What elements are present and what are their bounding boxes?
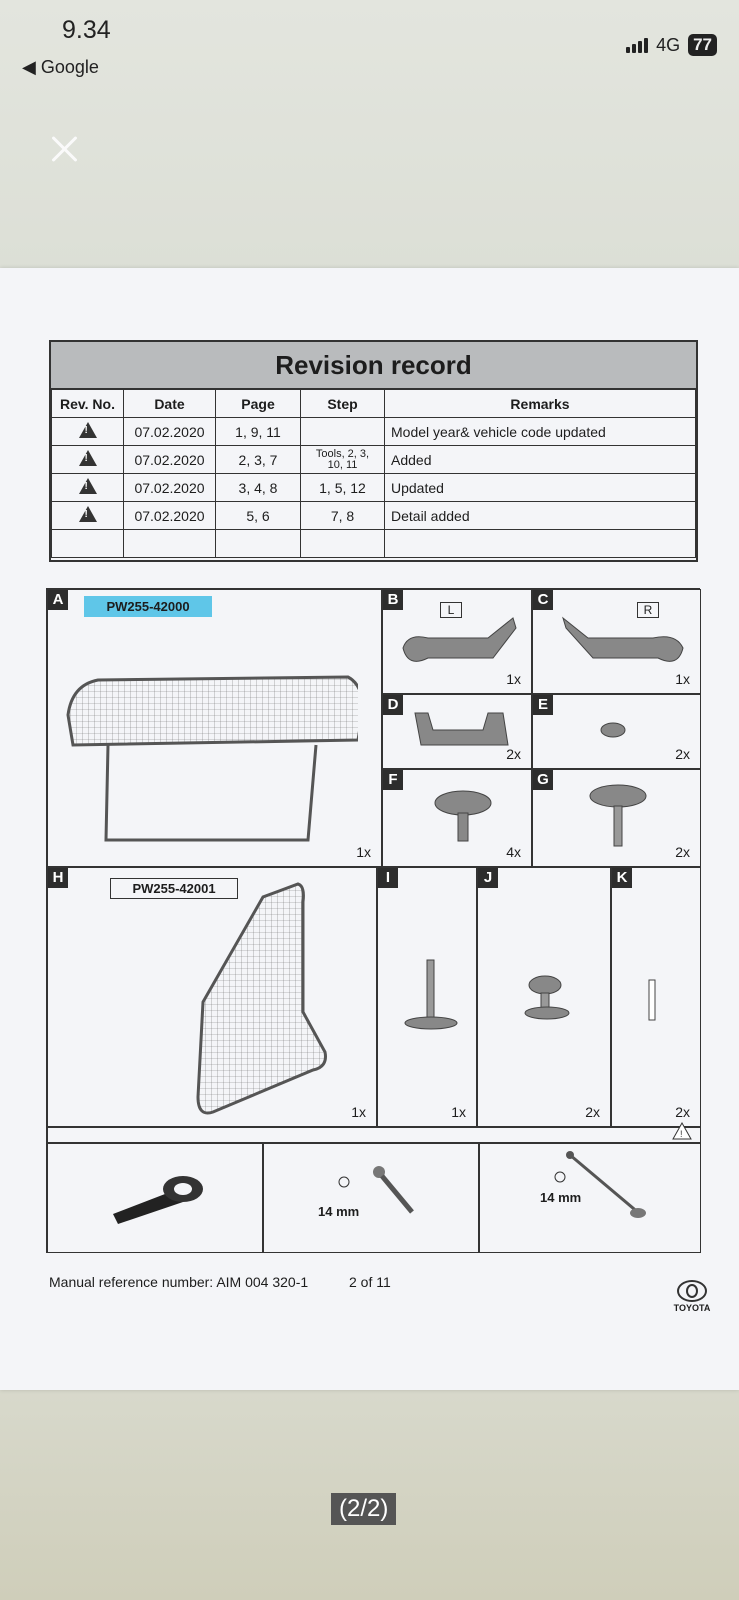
wrench-tool-cell: [263, 1143, 479, 1253]
socket-tool-cell: [479, 1143, 701, 1253]
warning-triangle-icon: [79, 478, 97, 494]
warning-triangle-icon: [79, 450, 97, 466]
part-qty: 2x: [675, 1104, 690, 1120]
brand-text: TOYOTA: [673, 1303, 711, 1313]
back-to-app-link[interactable]: ◀ Google: [22, 57, 99, 77]
back-app-label: Google: [40, 57, 99, 77]
part-label: F: [383, 770, 403, 790]
row-step: Tools, 2, 3, 10, 11: [301, 446, 385, 474]
status-indicators: [626, 34, 717, 56]
row-remarks: Updated: [385, 474, 696, 502]
table-header-row: [52, 390, 696, 418]
washer-image: [598, 720, 628, 740]
part-label: H: [48, 868, 68, 888]
part-label: J: [478, 868, 498, 888]
part-qty: 4x: [506, 844, 521, 860]
knob-bolt-image: [588, 782, 648, 852]
battery-icon: 77: [688, 34, 717, 56]
clamp-image: [413, 705, 513, 755]
row-date: 07.02.2020: [124, 418, 216, 446]
row-step: 1, 5, 12: [301, 474, 385, 502]
knob-image: [433, 785, 493, 845]
row-page: 1, 9, 11: [216, 418, 301, 446]
part-qty: 1x: [451, 1104, 466, 1120]
row-date: 07.02.2020: [124, 446, 216, 474]
part-qty: 2x: [506, 746, 521, 762]
tape-icon: [108, 1164, 208, 1224]
status-time: 9.34: [62, 16, 111, 44]
table-row: [52, 446, 696, 474]
part-qty: 2x: [675, 844, 690, 860]
manual-reference: Manual reference number: AIM 004 320-1: [49, 1274, 309, 1290]
part-h-cell: [47, 867, 377, 1127]
bracket-left-image: [398, 608, 518, 668]
part-g-cell: [532, 769, 701, 867]
table-row: [52, 474, 696, 502]
signal-icon: [626, 37, 648, 53]
table-row: [52, 418, 696, 446]
row-page: 5, 6: [216, 502, 301, 530]
part-label: E: [533, 695, 553, 715]
part-label: A: [48, 590, 68, 610]
part-label: G: [533, 770, 553, 790]
col-rev-no: Rev. No.: [52, 390, 124, 418]
page-indicator: (2/2): [331, 1493, 396, 1525]
part-label: B: [383, 590, 403, 610]
part-label: I: [378, 868, 398, 888]
row-step: 7, 8: [301, 502, 385, 530]
part-label: K: [612, 868, 632, 888]
col-remarks: Remarks: [385, 390, 696, 418]
extension-wrench-icon: [550, 1149, 660, 1229]
table-row: [52, 502, 696, 530]
close-icon[interactable]: [44, 130, 84, 170]
part-number: PW255-42001: [110, 878, 238, 899]
parts-grid: [46, 588, 700, 1253]
warning-triangle-icon: [672, 1122, 692, 1140]
toyota-emblem-icon: [677, 1280, 707, 1302]
row-date: 07.02.2020: [124, 474, 216, 502]
part-qty: 2x: [675, 746, 690, 762]
part-c-cell: [532, 589, 701, 694]
part-qty: 1x: [506, 671, 521, 687]
pin-image: [647, 978, 659, 1028]
part-e-cell: [532, 694, 701, 769]
part-qty: 1x: [675, 671, 690, 687]
side-barrier-image: [193, 872, 333, 1122]
part-k-cell: [611, 867, 701, 1127]
row-remarks: Model year& vehicle code updated: [385, 418, 696, 446]
revision-record-table: [49, 340, 698, 562]
cargo-barrier-image: [58, 655, 358, 845]
row-page: 2, 3, 7: [216, 446, 301, 474]
part-label: D: [383, 695, 403, 715]
toyota-logo: [670, 1280, 714, 1313]
side-marker: R: [637, 602, 659, 618]
part-d-cell: [382, 694, 532, 769]
col-step: Step: [301, 390, 385, 418]
part-j-cell: [477, 867, 611, 1127]
svg-text:!: !: [680, 1129, 683, 1139]
tool-size: 14 mm: [540, 1190, 582, 1205]
part-b-cell: [382, 589, 532, 694]
warning-triangle-icon: [79, 422, 97, 438]
page-number: 2 of 11: [349, 1274, 391, 1290]
part-label: C: [533, 590, 553, 610]
row-date: 07.02.2020: [124, 502, 216, 530]
row-step: [301, 418, 385, 446]
row-remarks: Added: [385, 446, 696, 474]
part-i-cell: [377, 867, 477, 1127]
tools-spacer: [47, 1127, 701, 1143]
knob-nut-image: [523, 973, 573, 1023]
part-number: PW255-42000: [84, 596, 212, 617]
revision-title: Revision record: [51, 342, 696, 389]
col-date: Date: [124, 390, 216, 418]
part-a-cell: [47, 589, 382, 867]
bracket-right-image: [558, 608, 688, 668]
side-marker: L: [440, 602, 462, 618]
warning-triangle-icon: [79, 506, 97, 522]
row-page: 3, 4, 8: [216, 474, 301, 502]
tool-size: 14 mm: [318, 1204, 360, 1219]
t-bolt-image: [403, 958, 463, 1038]
part-qty: 2x: [585, 1104, 600, 1120]
tape-tool-cell: [47, 1143, 263, 1253]
table-row-empty: [52, 530, 696, 558]
part-f-cell: [382, 769, 532, 867]
part-qty: 1x: [351, 1104, 366, 1120]
row-remarks: Detail added: [385, 502, 696, 530]
network-type: 4G: [656, 34, 681, 55]
part-qty: 1x: [356, 844, 371, 860]
col-page: Page: [216, 390, 301, 418]
